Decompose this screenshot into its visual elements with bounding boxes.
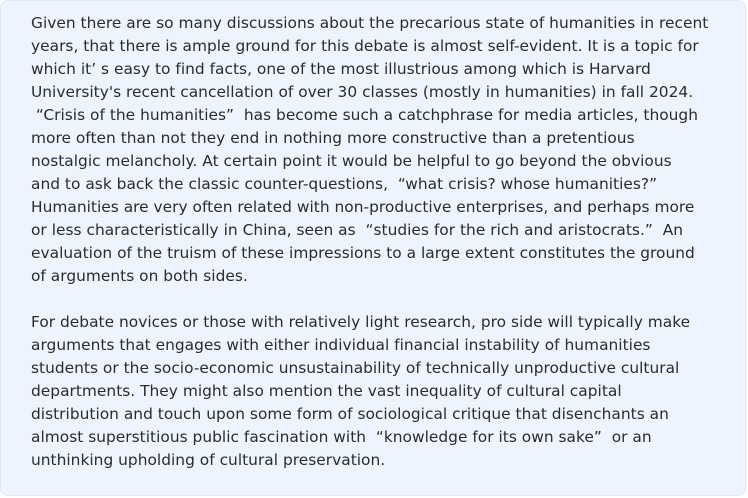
text-line: of arguments on both sides.: [31, 267, 248, 285]
text-line: departments. They might also mention the vast inequality of cultural capital: [31, 382, 622, 400]
text-line: evaluation of the truism of these impressions to a large extent constitutes the ground: [31, 244, 695, 262]
text-line: distribution and touch upon some form of sociological critique that disenchants an: [31, 405, 669, 423]
text-line: which it’ s easy to find facts, one of the most illustrious among which is Harvard: [31, 60, 651, 78]
text-line: Given there are so many discussions about the precarious state of humanities in recent: [31, 14, 709, 32]
text-line: unthinking upholding of cultural preservation.: [31, 451, 386, 469]
paragraph-1: [31, 12, 735, 288]
text-line: or less characteristically in China, seen as “studies for the rich and aristocrats.” An: [31, 221, 684, 239]
text-line: University's recent cancellation of over 30 classes (mostly in humanities) in fall 2024.: [31, 83, 694, 101]
text-line: and to ask back the classic counter-questions, “what crisis? whose humanities?”: [31, 175, 658, 193]
paragraph-2: [31, 311, 735, 472]
text-line: For debate novices or those with relatively light research, pro side will typically make: [31, 313, 691, 331]
text-line: Humanities are very often related with non-productive enterprises, and perhaps more: [31, 198, 695, 216]
article-body: [31, 12, 735, 472]
text-line: almost superstitious public fascination with “knowledge for its own sake” or an: [31, 428, 652, 446]
text-line: nostalgic melancholy. At certain point it would be helpful to go beyond the obvious: [31, 152, 672, 170]
text-line: years, that there is ample ground for this debate is almost self-evident. It is a topic for: [31, 37, 699, 55]
text-line: “Crisis of the humanities” has become such a catchphrase for media articles, though: [31, 106, 698, 124]
text-line: arguments that engages with either individual financial instability of humanities: [31, 336, 651, 354]
text-line: more often than not they end in nothing more constructive than a pretentious: [31, 129, 635, 147]
text-line: students or the socio-economic unsustainability of technically unproductive cultural: [31, 359, 680, 377]
